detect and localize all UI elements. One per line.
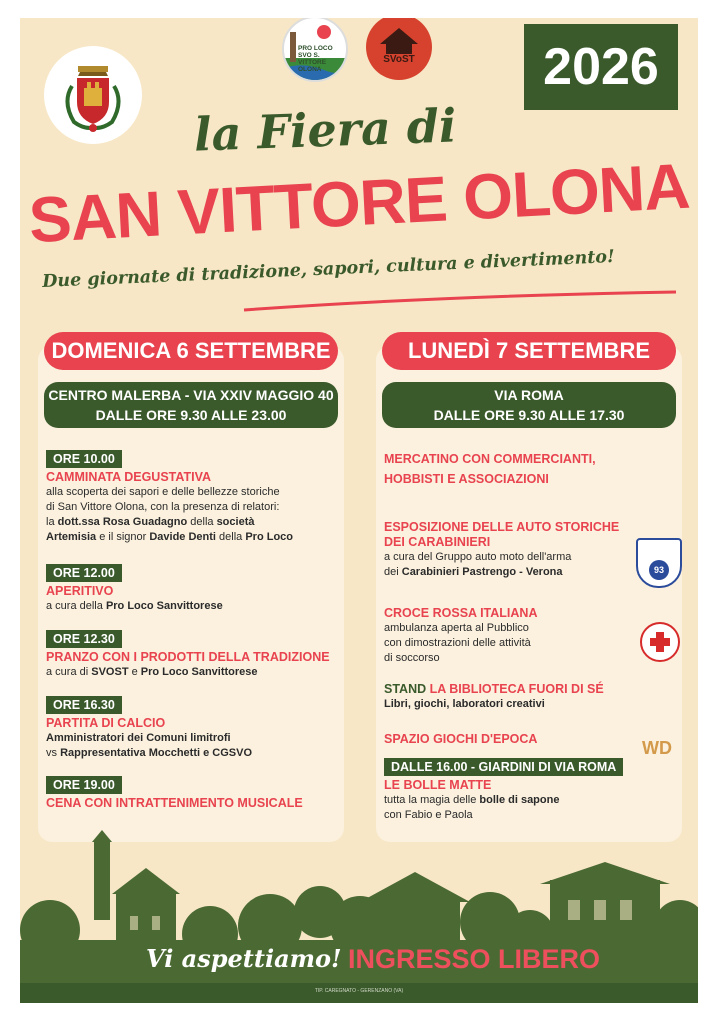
sunday-column <box>38 332 344 842</box>
village-silhouette <box>20 830 698 1003</box>
wd-logo: WD <box>642 738 672 758</box>
event-bolle-matte: DALLE 16.00 - GIARDINI DI VIA ROMA LE BOLLE MATTE tutta la magia delle bolle di sapone con Fabio e Paola <box>384 758 680 823</box>
greeting-text: Vi aspettiamo! <box>146 944 342 973</box>
svost-logo-text: SVoST <box>383 54 415 65</box>
event-time: ORE 19.00 <box>46 776 122 794</box>
title-main: SAN VITTORE OLONA <box>27 149 691 257</box>
event-biblioteca: STAND LA BIBLIOTECA FUORI DI SÉ Libri, giochi, laboratori creativi <box>384 682 604 710</box>
coat-of-arms-icon <box>44 46 142 144</box>
printer-credit: TIP. CAREGNATO - GERENZANO (VA) <box>314 988 404 994</box>
pro-loco-logo <box>282 18 348 82</box>
year-badge: 2026 <box>524 24 678 110</box>
event-auto-storiche: ESPOSIZIONE DELLE AUTO STORICHE DEI CARABINIERI a cura del Gruppo auto moto dell'arma dei Carabinieri Pastrengo - Verona <box>384 520 620 578</box>
monday-place: VIA ROMA <box>494 387 564 403</box>
title-la-fiera: la Fiera di <box>193 98 458 162</box>
event-pranzo: ORE 12.30 PRANZO CON I PRODOTTI DELLA TRADIZIONE a cura di SVOST e Pro Loco Sanvittorese <box>46 630 342 680</box>
event-title: CAMMINATA DEGUSTATIVA <box>46 470 212 484</box>
red-cross-icon <box>640 622 680 662</box>
event-title: PRANZO CON I PRODOTTI DELLA TRADIZIONE <box>46 650 330 664</box>
monday-place-banner <box>382 382 676 428</box>
free-entry-text: INGRESSO LIBERO <box>348 944 601 974</box>
poster <box>20 18 698 1003</box>
event-mercatino: MERCATINO CON COMMERCIANTI, HOBBISTI E ASSOCIAZIONI <box>384 452 596 486</box>
pro-loco-logo-text: PRO LOCO SVO S. VITTORE OLONA <box>298 45 333 73</box>
event-cena <box>46 776 342 811</box>
carabinieri-badge <box>636 538 682 588</box>
monday-column <box>376 332 682 842</box>
sunday-day-banner: DOMENICA 6 SETTEMBRE <box>44 332 338 370</box>
event-title: PARTITA DI CALCIO <box>46 716 166 730</box>
sunday-place-banner <box>44 382 338 428</box>
event-time: ORE 16.30 <box>46 696 122 714</box>
event-time: ORE 12.30 <box>46 630 122 648</box>
event-title: APERITIVO <box>46 584 114 598</box>
red-cross-symbol-icon <box>642 624 678 660</box>
subtitle: Due giornate di tradizione, sapori, cultura e divertimento! <box>41 246 616 292</box>
sunday-place: CENTRO MALERBA - VIA XXIV MAGGIO 40 <box>48 387 334 403</box>
badge-number: 93 <box>649 560 669 580</box>
svost-logo <box>366 18 432 80</box>
event-time: ORE 10.00 <box>46 450 122 468</box>
monday-hours: DALLE ORE 9.30 ALLE 17.30 <box>433 407 625 423</box>
svost-emblem-icon <box>366 18 432 80</box>
event-aperitivo: ORE 12.00 APERITIVO a cura della Pro Loco Sanvittorese <box>46 564 342 614</box>
coat-of-arms-emblem <box>44 46 142 144</box>
sunday-hours: DALLE ORE 9.30 ALLE 23.00 <box>95 407 287 423</box>
event-croce-rossa: CROCE ROSSA ITALIANA ambulanza aperta al Pubblico con dimostrazioni delle attività di soccorso <box>384 606 538 664</box>
event-giochi-epoca: SPAZIO GIOCHI D'EPOCA <box>384 732 538 746</box>
event-title: CENA CON INTRATTENIMENTO MUSICALE <box>46 796 303 810</box>
subtitle-underline <box>240 286 680 314</box>
event-calcio: ORE 16.30 PARTITA DI CALCIO Amministratori dei Comuni limitrofi vs Rappresentativa Mocchetti e CGSVO <box>46 696 342 761</box>
event-time: ORE 12.00 <box>46 564 122 582</box>
event-time: DALLE 16.00 - GIARDINI DI VIA ROMA <box>384 758 623 776</box>
event-camminata: ORE 10.00 CAMMINATA DEGUSTATIVA alla scoperta dei sapori e delle bellezze storiche di San Vittore Olona, con la presenza di relatori: la dott.ssa Rosa Guadagno della società Artemisia e il signor Davide Denti della Pro Loco <box>46 450 342 545</box>
monday-day-banner: LUNEDÌ 7 SETTEMBRE <box>382 332 676 370</box>
